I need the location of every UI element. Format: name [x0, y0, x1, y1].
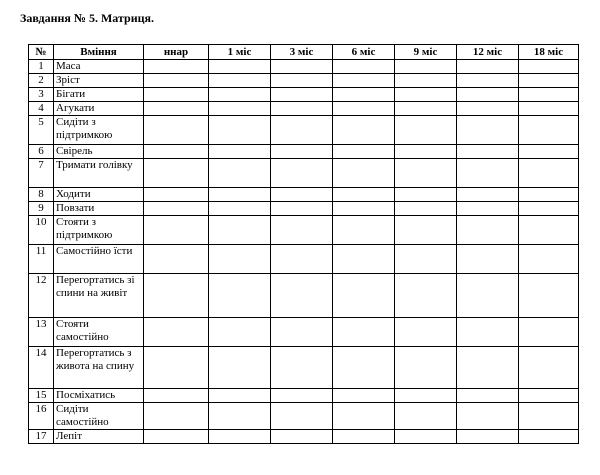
- header-skill: Вміння: [54, 45, 144, 60]
- entry-cell[interactable]: [395, 159, 457, 188]
- entry-cell[interactable]: [457, 145, 519, 159]
- entry-cell[interactable]: [519, 60, 579, 74]
- entry-cell[interactable]: [519, 88, 579, 102]
- entry-cell[interactable]: [144, 245, 209, 274]
- entry-cell[interactable]: [333, 318, 395, 347]
- row-number: 14: [29, 347, 54, 389]
- entry-cell[interactable]: [395, 202, 457, 216]
- entry-cell[interactable]: [144, 318, 209, 347]
- header-newborn: ннар: [144, 45, 209, 60]
- table-row: [29, 60, 579, 74]
- row-skill: Агукати: [54, 102, 144, 116]
- table-row: [29, 116, 579, 145]
- entry-cell[interactable]: [271, 88, 333, 102]
- entry-cell[interactable]: [457, 60, 519, 74]
- entry-cell[interactable]: [519, 347, 579, 389]
- entry-cell[interactable]: [144, 88, 209, 102]
- table-row: [29, 318, 579, 347]
- entry-cell[interactable]: [144, 430, 209, 444]
- entry-cell[interactable]: [333, 389, 395, 403]
- row-skill: Перегортатись з живота на спину: [54, 347, 144, 389]
- skills-matrix-table: [28, 44, 579, 444]
- entry-cell[interactable]: [271, 145, 333, 159]
- table-row: [29, 347, 579, 389]
- entry-cell[interactable]: [457, 202, 519, 216]
- entry-cell[interactable]: [395, 347, 457, 389]
- header-6-months: 6 міс: [333, 45, 395, 60]
- entry-cell[interactable]: [333, 274, 395, 318]
- entry-cell[interactable]: [457, 389, 519, 403]
- entry-cell[interactable]: [519, 274, 579, 318]
- entry-cell[interactable]: [519, 159, 579, 188]
- row-skill: Сидіти самостійно: [54, 403, 144, 430]
- row-skill: Посміхатись: [54, 389, 144, 403]
- entry-cell[interactable]: [271, 403, 333, 430]
- row-number: 13: [29, 318, 54, 347]
- row-number: 15: [29, 389, 54, 403]
- header-18-months: 18 міс: [519, 45, 579, 60]
- entry-cell[interactable]: [457, 430, 519, 444]
- row-skill: Свірель: [54, 145, 144, 159]
- entry-cell[interactable]: [144, 60, 209, 74]
- entry-cell[interactable]: [271, 430, 333, 444]
- entry-cell[interactable]: [209, 202, 271, 216]
- entry-cell[interactable]: [209, 88, 271, 102]
- entry-cell[interactable]: [519, 202, 579, 216]
- entry-cell[interactable]: [333, 74, 395, 88]
- entry-cell[interactable]: [333, 88, 395, 102]
- entry-cell[interactable]: [271, 318, 333, 347]
- entry-cell[interactable]: [209, 430, 271, 444]
- row-skill: Тримати голівку: [54, 159, 144, 188]
- entry-cell[interactable]: [209, 188, 271, 202]
- entry-cell[interactable]: [144, 74, 209, 88]
- entry-cell[interactable]: [457, 318, 519, 347]
- entry-cell[interactable]: [333, 159, 395, 188]
- entry-cell[interactable]: [519, 74, 579, 88]
- entry-cell[interactable]: [519, 145, 579, 159]
- entry-cell[interactable]: [519, 389, 579, 403]
- entry-cell[interactable]: [457, 274, 519, 318]
- entry-cell[interactable]: [271, 60, 333, 74]
- table-row: [29, 216, 579, 245]
- entry-cell[interactable]: [209, 145, 271, 159]
- entry-cell[interactable]: [519, 102, 579, 116]
- entry-cell[interactable]: [144, 202, 209, 216]
- entry-cell[interactable]: [395, 245, 457, 274]
- entry-cell[interactable]: [333, 116, 395, 145]
- entry-cell[interactable]: [144, 216, 209, 245]
- row-skill: Зріст: [54, 74, 144, 88]
- table-row: [29, 102, 579, 116]
- entry-cell[interactable]: [333, 202, 395, 216]
- entry-cell[interactable]: [457, 116, 519, 145]
- row-number: 5: [29, 116, 54, 145]
- row-number: 1: [29, 60, 54, 74]
- entry-cell[interactable]: [457, 102, 519, 116]
- row-number: 2: [29, 74, 54, 88]
- entry-cell[interactable]: [457, 188, 519, 202]
- entry-cell[interactable]: [209, 274, 271, 318]
- entry-cell[interactable]: [519, 430, 579, 444]
- entry-cell[interactable]: [457, 347, 519, 389]
- entry-cell[interactable]: [271, 216, 333, 245]
- entry-cell[interactable]: [144, 274, 209, 318]
- row-skill: Бігати: [54, 88, 144, 102]
- entry-cell[interactable]: [209, 389, 271, 403]
- entry-cell[interactable]: [209, 245, 271, 274]
- entry-cell[interactable]: [395, 403, 457, 430]
- entry-cell[interactable]: [457, 216, 519, 245]
- entry-cell[interactable]: [271, 102, 333, 116]
- entry-cell[interactable]: [144, 403, 209, 430]
- entry-cell[interactable]: [271, 389, 333, 403]
- entry-cell[interactable]: [333, 216, 395, 245]
- row-number: 4: [29, 102, 54, 116]
- header-number: №: [29, 45, 54, 60]
- entry-cell[interactable]: [144, 347, 209, 389]
- entry-cell[interactable]: [271, 347, 333, 389]
- entry-cell[interactable]: [271, 116, 333, 145]
- row-skill: Перегортатись зі спини на живіт: [54, 274, 144, 318]
- entry-cell[interactable]: [519, 116, 579, 145]
- entry-cell[interactable]: [209, 60, 271, 74]
- entry-cell[interactable]: [519, 188, 579, 202]
- row-number: 17: [29, 430, 54, 444]
- row-skill: Ходити: [54, 188, 144, 202]
- entry-cell[interactable]: [144, 116, 209, 145]
- entry-cell[interactable]: [457, 74, 519, 88]
- entry-cell[interactable]: [333, 347, 395, 389]
- entry-cell[interactable]: [333, 102, 395, 116]
- entry-cell[interactable]: [209, 347, 271, 389]
- row-number: 10: [29, 216, 54, 245]
- table-row: [29, 403, 579, 430]
- table-body: [29, 60, 579, 444]
- entry-cell[interactable]: [395, 430, 457, 444]
- entry-cell[interactable]: [144, 159, 209, 188]
- row-skill: Самостійно їсти: [54, 245, 144, 274]
- entry-cell[interactable]: [271, 74, 333, 88]
- entry-cell[interactable]: [144, 389, 209, 403]
- row-skill: Повзати: [54, 202, 144, 216]
- entry-cell[interactable]: [395, 216, 457, 245]
- entry-cell[interactable]: [209, 318, 271, 347]
- table-header-row: [29, 45, 579, 60]
- header-3-months: 3 міс: [271, 45, 333, 60]
- entry-cell[interactable]: [144, 188, 209, 202]
- row-number: 16: [29, 403, 54, 430]
- row-skill: Стояти з підтримкою: [54, 216, 144, 245]
- header-9-months: 9 міс: [395, 45, 457, 60]
- entry-cell[interactable]: [395, 318, 457, 347]
- row-skill: Маса: [54, 60, 144, 74]
- entry-cell[interactable]: [333, 145, 395, 159]
- header-1-month: 1 міс: [209, 45, 271, 60]
- row-number: 9: [29, 202, 54, 216]
- table-row: [29, 389, 579, 403]
- table-row: [29, 88, 579, 102]
- entry-cell[interactable]: [457, 88, 519, 102]
- entry-cell[interactable]: [519, 318, 579, 347]
- header-12-months: 12 міс: [457, 45, 519, 60]
- row-skill: Стояти самостійно: [54, 318, 144, 347]
- entry-cell[interactable]: [209, 102, 271, 116]
- entry-cell[interactable]: [395, 145, 457, 159]
- entry-cell[interactable]: [395, 188, 457, 202]
- entry-cell[interactable]: [144, 102, 209, 116]
- entry-cell[interactable]: [519, 245, 579, 274]
- table-row: [29, 274, 579, 318]
- entry-cell[interactable]: [333, 188, 395, 202]
- entry-cell[interactable]: [144, 145, 209, 159]
- page-title: Завдання № 5. Матриця.: [20, 11, 155, 25]
- entry-cell[interactable]: [333, 430, 395, 444]
- table-row: [29, 145, 579, 159]
- row-skill: Сидіти з підтримкою: [54, 116, 144, 145]
- entry-cell[interactable]: [395, 102, 457, 116]
- table-row: [29, 74, 579, 88]
- entry-cell[interactable]: [209, 159, 271, 188]
- entry-cell[interactable]: [333, 403, 395, 430]
- entry-cell[interactable]: [333, 245, 395, 274]
- entry-cell[interactable]: [457, 159, 519, 188]
- row-number: 8: [29, 188, 54, 202]
- row-number: 6: [29, 145, 54, 159]
- entry-cell[interactable]: [395, 88, 457, 102]
- row-number: 7: [29, 159, 54, 188]
- entry-cell[interactable]: [395, 74, 457, 88]
- entry-cell[interactable]: [271, 245, 333, 274]
- entry-cell[interactable]: [395, 389, 457, 403]
- entry-cell[interactable]: [209, 74, 271, 88]
- entry-cell[interactable]: [271, 202, 333, 216]
- table-row: [29, 159, 579, 188]
- entry-cell[interactable]: [333, 60, 395, 74]
- entry-cell[interactable]: [395, 274, 457, 318]
- entry-cell[interactable]: [271, 274, 333, 318]
- table-row: [29, 245, 579, 274]
- entry-cell[interactable]: [209, 216, 271, 245]
- row-skill: Лепіт: [54, 430, 144, 444]
- table-row: [29, 188, 579, 202]
- row-number: 12: [29, 274, 54, 318]
- entry-cell[interactable]: [457, 245, 519, 274]
- entry-cell[interactable]: [209, 116, 271, 145]
- entry-cell[interactable]: [395, 116, 457, 145]
- entry-cell[interactable]: [457, 403, 519, 430]
- entry-cell[interactable]: [271, 159, 333, 188]
- entry-cell[interactable]: [209, 403, 271, 430]
- table-row: [29, 202, 579, 216]
- entry-cell[interactable]: [519, 403, 579, 430]
- entry-cell[interactable]: [395, 60, 457, 74]
- table-row: [29, 430, 579, 444]
- row-number: 11: [29, 245, 54, 274]
- entry-cell[interactable]: [271, 188, 333, 202]
- entry-cell[interactable]: [519, 216, 579, 245]
- row-number: 3: [29, 88, 54, 102]
